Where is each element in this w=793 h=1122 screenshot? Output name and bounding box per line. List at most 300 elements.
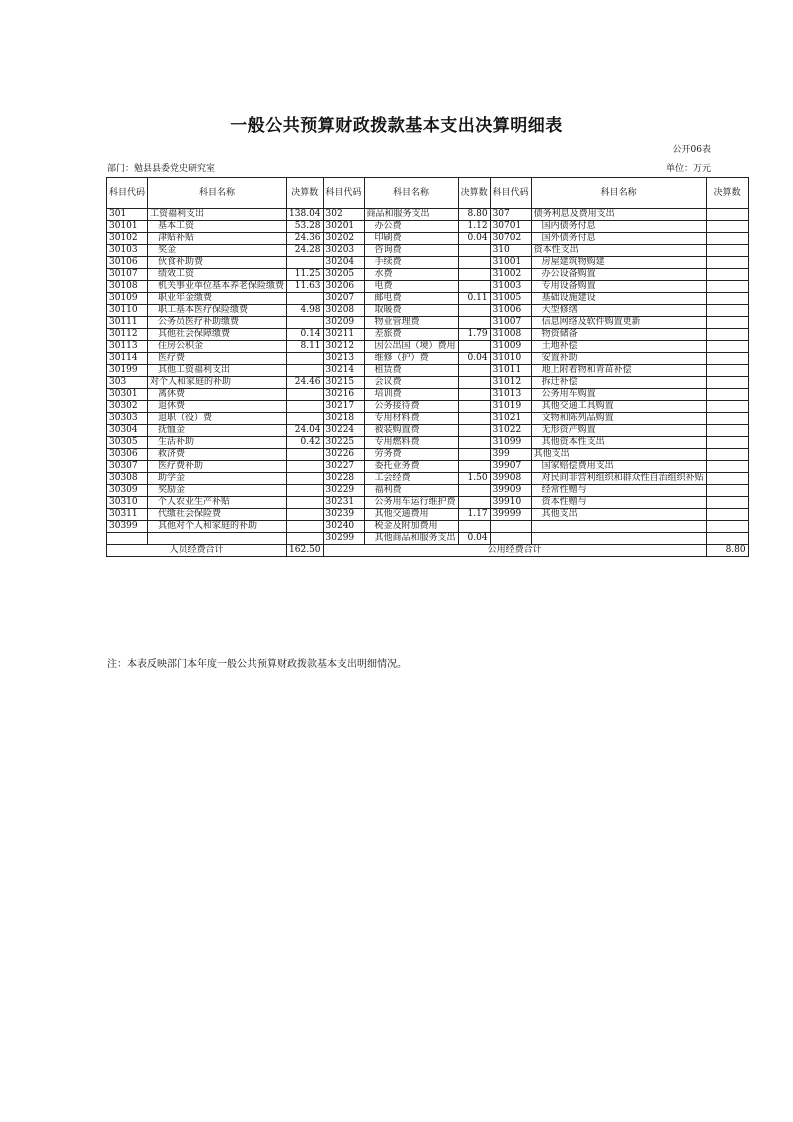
subject-code-cell: 30199 [107,365,148,377]
amount-cell: 0.04 [458,353,490,365]
table-row [107,521,749,533]
subject-name-cell: 咨询费 [364,245,458,257]
amount-cell [706,305,748,317]
subject-name-cell: 邮电费 [364,293,458,305]
amount-cell [287,257,324,269]
subject-code-cell: 31019 [490,401,531,413]
amount-cell [287,533,324,545]
subject-name-cell: 抚恤金 [148,425,287,437]
subject-name-cell: 国外债务付息 [531,233,706,245]
amount-cell: 24.46 [287,377,324,389]
subject-name-cell: 劳务费 [364,449,458,461]
table-row [107,221,749,233]
subject-code-cell: 30305 [107,437,148,449]
amount-cell [706,281,748,293]
subject-code-cell: 30310 [107,497,148,509]
subject-name-cell: 取暖费 [364,305,458,317]
subject-name-cell: 职业年金缴费 [148,293,287,305]
form-number: 公开06表 [672,145,711,155]
subject-name-cell: 离休费 [148,389,287,401]
subject-code-cell: 31011 [490,365,531,377]
amount-cell [706,293,748,305]
amount-cell [287,473,324,485]
subject-code-cell: 30311 [107,509,148,521]
subject-name-cell: 个人农业生产补贴 [148,497,287,509]
header-cell: 科目代码 [107,178,148,209]
table-row [107,233,749,245]
subject-code-cell: 31002 [490,269,531,281]
amount-cell [706,365,748,377]
subject-name-cell: 机关事业单位基本养老保险缴费 [148,281,287,293]
subject-name-cell: 安置补助 [531,353,706,365]
subject-name-cell: 手续费 [364,257,458,269]
subject-name-cell: 资本性支出 [531,245,706,257]
subject-code-cell: 307 [490,209,531,221]
subject-code-cell [107,533,148,545]
totals-row [107,545,749,557]
subject-name-cell: 津贴补贴 [148,233,287,245]
subject-name-cell [148,533,287,545]
amount-cell [458,377,490,389]
subject-code-cell: 39908 [490,473,531,485]
subject-name-cell: 债务利息及费用支出 [531,209,706,221]
subject-code-cell: 30299 [323,533,364,545]
subject-code-cell: 30211 [323,329,364,341]
subject-name-cell: 职工基本医疗保险缴费 [148,305,287,317]
table-row [107,389,749,401]
subject-code-cell: 30108 [107,281,148,293]
subject-code-cell: 31022 [490,425,531,437]
subject-name-cell: 办公费 [364,221,458,233]
amount-cell [287,521,324,533]
amount-cell [287,461,324,473]
table-row [107,413,749,425]
subject-code-cell: 30307 [107,461,148,473]
amount-cell [458,401,490,413]
subject-code-cell: 30231 [323,497,364,509]
amount-cell: 1.17 [458,509,490,521]
amount-cell: 138.04 [287,209,324,221]
amount-cell [287,293,324,305]
subject-name-cell: 基础设施建设 [531,293,706,305]
amount-cell: 24.28 [287,245,324,257]
subject-code-cell: 30225 [323,437,364,449]
subject-name-cell: 退职（役）费 [148,413,287,425]
amount-cell [706,413,748,425]
subject-name-cell: 其他商品和服务支出 [364,533,458,545]
table-row [107,341,749,353]
subject-code-cell: 30228 [323,473,364,485]
subject-name-cell: 无形资产购置 [531,425,706,437]
subject-code-cell: 30206 [323,281,364,293]
subject-code-cell: 399 [490,449,531,461]
amount-cell [287,509,324,521]
amount-cell [287,413,324,425]
subject-code-cell: 302 [323,209,364,221]
table-row [107,509,749,521]
table-row [107,461,749,473]
amount-cell [458,497,490,509]
subject-code-cell: 30101 [107,221,148,233]
amount-cell [706,533,748,545]
amount-cell: 8.80 [458,209,490,221]
amount-cell [458,521,490,533]
public-total-value: 8.80 [706,545,748,557]
subject-code-cell: 30224 [323,425,364,437]
table-row [107,245,749,257]
subject-name-cell: 商品和服务支出 [364,209,458,221]
subject-code-cell: 39999 [490,509,531,521]
subject-name-cell: 工资福利支出 [148,209,287,221]
subject-name-cell: 委托业务费 [364,461,458,473]
amount-cell [706,209,748,221]
subject-name-cell: 经常性赠与 [531,485,706,497]
subject-name-cell: 房屋建筑物购建 [531,257,706,269]
amount-cell: 11.25 [287,269,324,281]
subject-name-cell: 因公出国（境）费用 [364,341,458,353]
subject-code-cell: 31006 [490,305,531,317]
amount-cell [287,485,324,497]
amount-cell [458,413,490,425]
amount-cell: 0.42 [287,437,324,449]
amount-cell [287,497,324,509]
subject-code-cell: 30111 [107,317,148,329]
subject-name-cell: 奖金 [148,245,287,257]
subject-code-cell: 30216 [323,389,364,401]
amount-cell: 1.50 [458,473,490,485]
subject-code-cell: 303 [107,377,148,389]
amount-cell [706,497,748,509]
amount-cell: 0.04 [458,233,490,245]
subject-name-cell: 其他支出 [531,449,706,461]
subject-name-cell: 其他对个人和家庭的补助 [148,521,287,533]
table-row [107,377,749,389]
personnel-total-label: 人员经费合计 [107,545,287,557]
amount-cell [706,353,748,365]
table-row [107,305,749,317]
subject-code-cell: 30303 [107,413,148,425]
header-cell: 决算数 [706,178,748,209]
subject-code-cell: 30207 [323,293,364,305]
amount-cell [458,425,490,437]
subject-code-cell: 31009 [490,341,531,353]
amount-cell [458,245,490,257]
subject-name-cell: 大型修缮 [531,305,706,317]
subject-code-cell: 30213 [323,353,364,365]
subject-name-cell: 其他交通费用 [364,509,458,521]
subject-name-cell: 基本工资 [148,221,287,233]
subject-code-cell: 31012 [490,377,531,389]
subject-name-cell: 专用燃料费 [364,437,458,449]
subject-name-cell: 租赁费 [364,365,458,377]
amount-cell [706,221,748,233]
header-cell: 科目名称 [531,178,706,209]
amount-cell [458,437,490,449]
amount-cell [706,257,748,269]
footnote: 注：本表反映部门本年度一般公共预算财政拨款基本支出明细情况。 [107,659,407,670]
subject-code-cell: 30205 [323,269,364,281]
subject-code-cell: 31008 [490,329,531,341]
expenditure-table [106,177,749,557]
subject-name-cell: 其他工资福利支出 [148,365,287,377]
subject-name-cell: 对个人和家庭的补助 [148,377,287,389]
table-row [107,269,749,281]
subject-code-cell: 30110 [107,305,148,317]
subject-name-cell: 税金及附加费用 [364,521,458,533]
amount-cell [706,401,748,413]
subject-name-cell [531,521,706,533]
subject-code-cell: 31099 [490,437,531,449]
table-row [107,293,749,305]
subject-code-cell: 30107 [107,269,148,281]
subject-code-cell: 31010 [490,353,531,365]
amount-cell [706,509,748,521]
amount-cell [706,233,748,245]
header-cell: 科目代码 [490,178,531,209]
amount-cell [458,305,490,317]
subject-name-cell: 助学金 [148,473,287,485]
table-row [107,281,749,293]
subject-name-cell: 文物和陈列品购置 [531,413,706,425]
amount-cell [287,389,324,401]
subject-code-cell: 30209 [323,317,364,329]
table-row [107,401,749,413]
subject-name-cell: 水费 [364,269,458,281]
amount-cell [706,377,748,389]
subject-code-cell: 30217 [323,401,364,413]
table-row [107,317,749,329]
subject-code-cell: 30112 [107,329,148,341]
department-label: 部门：勉县县委党史研究室 [107,164,216,174]
subject-name-cell: 资本性赠与 [531,497,706,509]
header-row [107,178,749,209]
amount-cell [458,449,490,461]
subject-name-cell: 其他交通工具购置 [531,401,706,413]
subject-name-cell: 其他社会保障缴费 [148,329,287,341]
subject-name-cell: 被装购置费 [364,425,458,437]
subject-name-cell: 专用材料费 [364,413,458,425]
amount-cell [706,269,748,281]
amount-cell [706,461,748,473]
subject-name-cell: 印刷费 [364,233,458,245]
subject-code-cell [490,533,531,545]
amount-cell: 24.36 [287,233,324,245]
subject-code-cell: 30106 [107,257,148,269]
amount-cell: 53.28 [287,221,324,233]
subject-code-cell: 31013 [490,389,531,401]
subject-name-cell: 奖励金 [148,485,287,497]
subject-code-cell: 30301 [107,389,148,401]
table-row [107,329,749,341]
subject-name-cell [531,533,706,545]
amount-cell: 24.04 [287,425,324,437]
amount-cell: 1.12 [458,221,490,233]
subject-code-cell: 30226 [323,449,364,461]
subject-name-cell: 维修（护）费 [364,353,458,365]
amount-cell [706,485,748,497]
subject-code-cell: 30113 [107,341,148,353]
amount-cell [458,341,490,353]
subject-code-cell: 30308 [107,473,148,485]
subject-code-cell: 30302 [107,401,148,413]
header-cell: 科目名称 [148,178,287,209]
subject-code-cell: 39910 [490,497,531,509]
amount-cell [706,329,748,341]
amount-cell [706,473,748,485]
table-row [107,365,749,377]
amount-cell [287,353,324,365]
subject-code-cell: 30114 [107,353,148,365]
header-cell: 科目名称 [364,178,458,209]
table-row [107,533,749,545]
subject-code-cell: 30218 [323,413,364,425]
subject-name-cell: 土地补偿 [531,341,706,353]
subject-name-cell: 住房公积金 [148,341,287,353]
subject-code-cell: 31003 [490,281,531,293]
amount-cell: 0.04 [458,533,490,545]
subject-code-cell: 30103 [107,245,148,257]
subject-name-cell: 医疗费 [148,353,287,365]
amount-cell: 1.79 [458,329,490,341]
amount-cell: 0.11 [458,293,490,305]
subject-name-cell: 退休费 [148,401,287,413]
amount-cell [706,389,748,401]
table-row [107,257,749,269]
subject-code-cell: 30304 [107,425,148,437]
personnel-total-value: 162.50 [287,545,324,557]
amount-cell [287,401,324,413]
subject-code-cell: 30201 [323,221,364,233]
subject-name-cell: 拆迁补偿 [531,377,706,389]
subject-name-cell: 国内债务付息 [531,221,706,233]
subject-name-cell: 会议费 [364,377,458,389]
amount-cell [287,365,324,377]
amount-cell [706,341,748,353]
subject-name-cell: 物业管理费 [364,317,458,329]
amount-cell [458,257,490,269]
subject-name-cell: 医疗费补助 [148,461,287,473]
subject-name-cell: 救济费 [148,449,287,461]
subject-name-cell: 专用设备购置 [531,281,706,293]
subject-name-cell: 伙食补助费 [148,257,287,269]
amount-cell: 4.98 [287,305,324,317]
table-title: 一般公共预算财政拨款基本支出决算明细表 [230,116,563,136]
subject-code-cell: 30229 [323,485,364,497]
amount-cell [458,281,490,293]
amount-cell: 8.11 [287,341,324,353]
subject-name-cell: 培训费 [364,389,458,401]
subject-name-cell: 物资储备 [531,329,706,341]
subject-code-cell: 30102 [107,233,148,245]
table-row [107,485,749,497]
subject-code-cell: 39909 [490,485,531,497]
subject-code-cell: 30239 [323,509,364,521]
subject-name-cell: 其他支出 [531,509,706,521]
table-row [107,473,749,485]
subject-code-cell: 301 [107,209,148,221]
subject-code-cell: 30702 [490,233,531,245]
amount-cell: 0.14 [287,329,324,341]
amount-cell [458,461,490,473]
subject-name-cell: 对民间非营利组织和群众性自治组织补贴 [531,473,706,485]
subject-name-cell: 办公设备购置 [531,269,706,281]
subject-code-cell: 39907 [490,461,531,473]
subject-code-cell: 30240 [323,521,364,533]
subject-name-cell: 公务用车运行维护费 [364,497,458,509]
subject-code-cell: 30203 [323,245,364,257]
table-row [107,425,749,437]
subject-name-cell: 代缴社会保险费 [148,509,287,521]
amount-cell [706,317,748,329]
subject-code-cell: 30208 [323,305,364,317]
table-row [107,209,749,221]
subject-code-cell: 310 [490,245,531,257]
subject-code-cell: 30204 [323,257,364,269]
subject-code-cell: 30309 [107,485,148,497]
subject-name-cell: 差旅费 [364,329,458,341]
subject-name-cell: 工会经费 [364,473,458,485]
subject-code-cell: 30399 [107,521,148,533]
amount-cell: 11.63 [287,281,324,293]
amount-cell [287,449,324,461]
subject-code-cell: 30214 [323,365,364,377]
subject-code-cell: 30212 [323,341,364,353]
subject-name-cell: 绩效工资 [148,269,287,281]
subject-name-cell: 国家赔偿费用支出 [531,461,706,473]
amount-cell [458,317,490,329]
subject-code-cell: 30701 [490,221,531,233]
subject-code-cell: 30202 [323,233,364,245]
subject-code-cell: 30109 [107,293,148,305]
amount-cell [458,269,490,281]
unit-label: 单位：万元 [665,164,711,174]
subject-code-cell: 31021 [490,413,531,425]
table-row [107,497,749,509]
amount-cell [706,437,748,449]
header-cell: 决算数 [287,178,324,209]
subject-name-cell: 福利费 [364,485,458,497]
table-row [107,353,749,365]
table-row [107,449,749,461]
subject-code-cell [490,521,531,533]
subject-name-cell: 地上附着物和青苗补偿 [531,365,706,377]
subject-name-cell: 公务接待费 [364,401,458,413]
subject-name-cell: 公务用车购置 [531,389,706,401]
subject-code-cell: 30215 [323,377,364,389]
subject-code-cell: 31007 [490,317,531,329]
amount-cell [458,365,490,377]
subject-code-cell: 31005 [490,293,531,305]
subject-name-cell: 信息网络及软件购置更新 [531,317,706,329]
subject-name-cell: 电费 [364,281,458,293]
amount-cell [706,521,748,533]
subject-code-cell: 30306 [107,449,148,461]
subject-name-cell: 公务员医疗补助缴费 [148,317,287,329]
table-row [107,437,749,449]
amount-cell [706,245,748,257]
subject-name-cell: 其他资本性支出 [531,437,706,449]
subject-name-cell: 生活补助 [148,437,287,449]
subject-code-cell: 30227 [323,461,364,473]
amount-cell [458,389,490,401]
subject-code-cell: 31001 [490,257,531,269]
header-cell: 科目代码 [323,178,364,209]
amount-cell [706,449,748,461]
amount-cell [706,425,748,437]
amount-cell [287,317,324,329]
header-cell: 决算数 [458,178,490,209]
table-body [107,178,749,545]
